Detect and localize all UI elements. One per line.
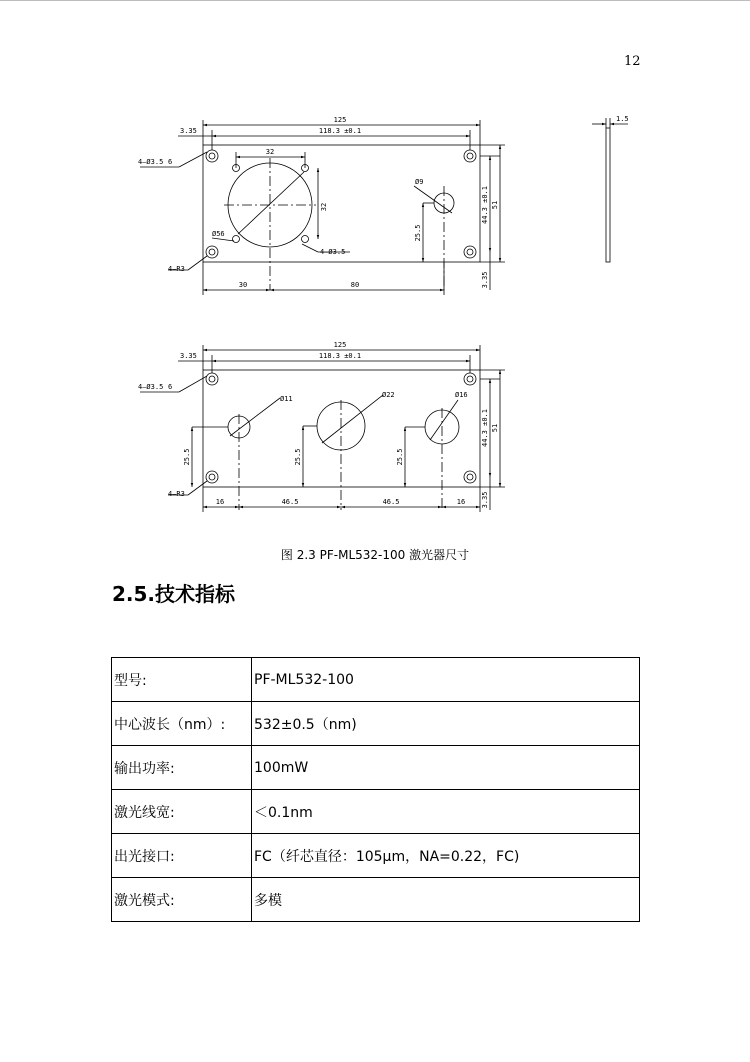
spec-row [112, 834, 640, 878]
bottom-v-overall: 51 [491, 423, 499, 433]
bottom-b3: 46.5 [382, 498, 400, 506]
bottom-circle-1-label: Ø11 [280, 395, 293, 403]
top-v-center: 25.5 [414, 224, 422, 242]
spec-value: FC（纤芯直径：105μm，NA=0.22，FC) [252, 834, 640, 878]
top-hole-pitch: 118.3 ±0.1 [318, 127, 362, 135]
top-overall-width: 125 [333, 116, 347, 124]
bottom-hole-pitch: 118.3 ±0.1 [318, 352, 362, 360]
bottom-hole-spec: 4—Ø3.5 [138, 383, 164, 391]
spec-label: 型号: [112, 658, 252, 702]
bottom-v-center-3: 25.5 [396, 448, 404, 466]
figure-caption: 图 2.3 PF-ML532-100 激光器尺寸 [280, 548, 470, 562]
side-thickness: 1.5 [616, 115, 629, 123]
top-hole-depth: 6 [168, 158, 173, 166]
spec-value: PF-ML532-100 [252, 658, 640, 702]
top-view-labels [138, 116, 499, 289]
bottom-circle-3-label: Ø16 [455, 391, 468, 399]
bottom-b2: 46.5 [281, 498, 299, 506]
side-plate-outline [606, 128, 610, 262]
bottom-circle-2-label: Ø22 [382, 391, 395, 399]
bottom-hole-depth: 6 [168, 383, 173, 391]
top-v-overall: 51 [491, 200, 499, 210]
spec-table [111, 657, 640, 922]
top-bottom-left: 30 [238, 281, 248, 289]
spec-value: ＜0.1nm [252, 790, 640, 834]
bottom-b4: 16 [456, 498, 466, 506]
top-v-pitch: 44.3 ±0.1 [481, 186, 489, 224]
top-circle-small: Ø9 [415, 178, 424, 186]
spec-value: 100mW [252, 746, 640, 790]
spec-label: 激光模式: [112, 878, 252, 922]
spec-label: 激光线宽: [112, 790, 252, 834]
top-v-offset: 3.35 [481, 271, 489, 289]
section-heading: 2.5.技术指标 [112, 582, 236, 606]
bottom-view [140, 345, 505, 512]
spec-label: 中心波长（nm）: [112, 702, 252, 746]
bottom-corner-r: 4—R3 [168, 490, 185, 498]
bottom-edge-offset: 3.35 [180, 352, 197, 360]
bottom-overall-width: 125 [333, 341, 347, 349]
top-bottom-mid: 80 [350, 281, 360, 289]
spec-value: 532±0.5（nm) [252, 702, 640, 746]
spec-row [112, 658, 640, 702]
top-hole-spec: 4—Ø3.5 [138, 158, 164, 166]
top-inner-square-side: 32 [320, 202, 328, 212]
spec-label: 输出功率: [112, 746, 252, 790]
page-number: 12 [624, 54, 641, 69]
side-view [592, 118, 628, 262]
bottom-v-center-2: 25.5 [294, 448, 302, 466]
top-circle-large: Ø56 [212, 230, 225, 238]
bottom-v-offset: 3.35 [481, 491, 489, 509]
spec-label: 出光接口: [112, 834, 252, 878]
top-edge-offset: 3.35 [180, 127, 197, 135]
spec-value: 多模 [252, 878, 640, 922]
spec-row [112, 746, 640, 790]
bottom-b1: 16 [215, 498, 225, 506]
bottom-v-center-1: 25.5 [183, 448, 191, 466]
top-corner-r: 4—R3 [168, 265, 185, 273]
top-inner-square: 32 [265, 148, 275, 156]
spec-row [112, 790, 640, 834]
spec-row [112, 702, 640, 746]
spec-row [112, 878, 640, 922]
bottom-v-pitch: 44.3 ±0.1 [481, 409, 489, 447]
top-hole-callout: 4—Ø3.5 [320, 248, 346, 256]
